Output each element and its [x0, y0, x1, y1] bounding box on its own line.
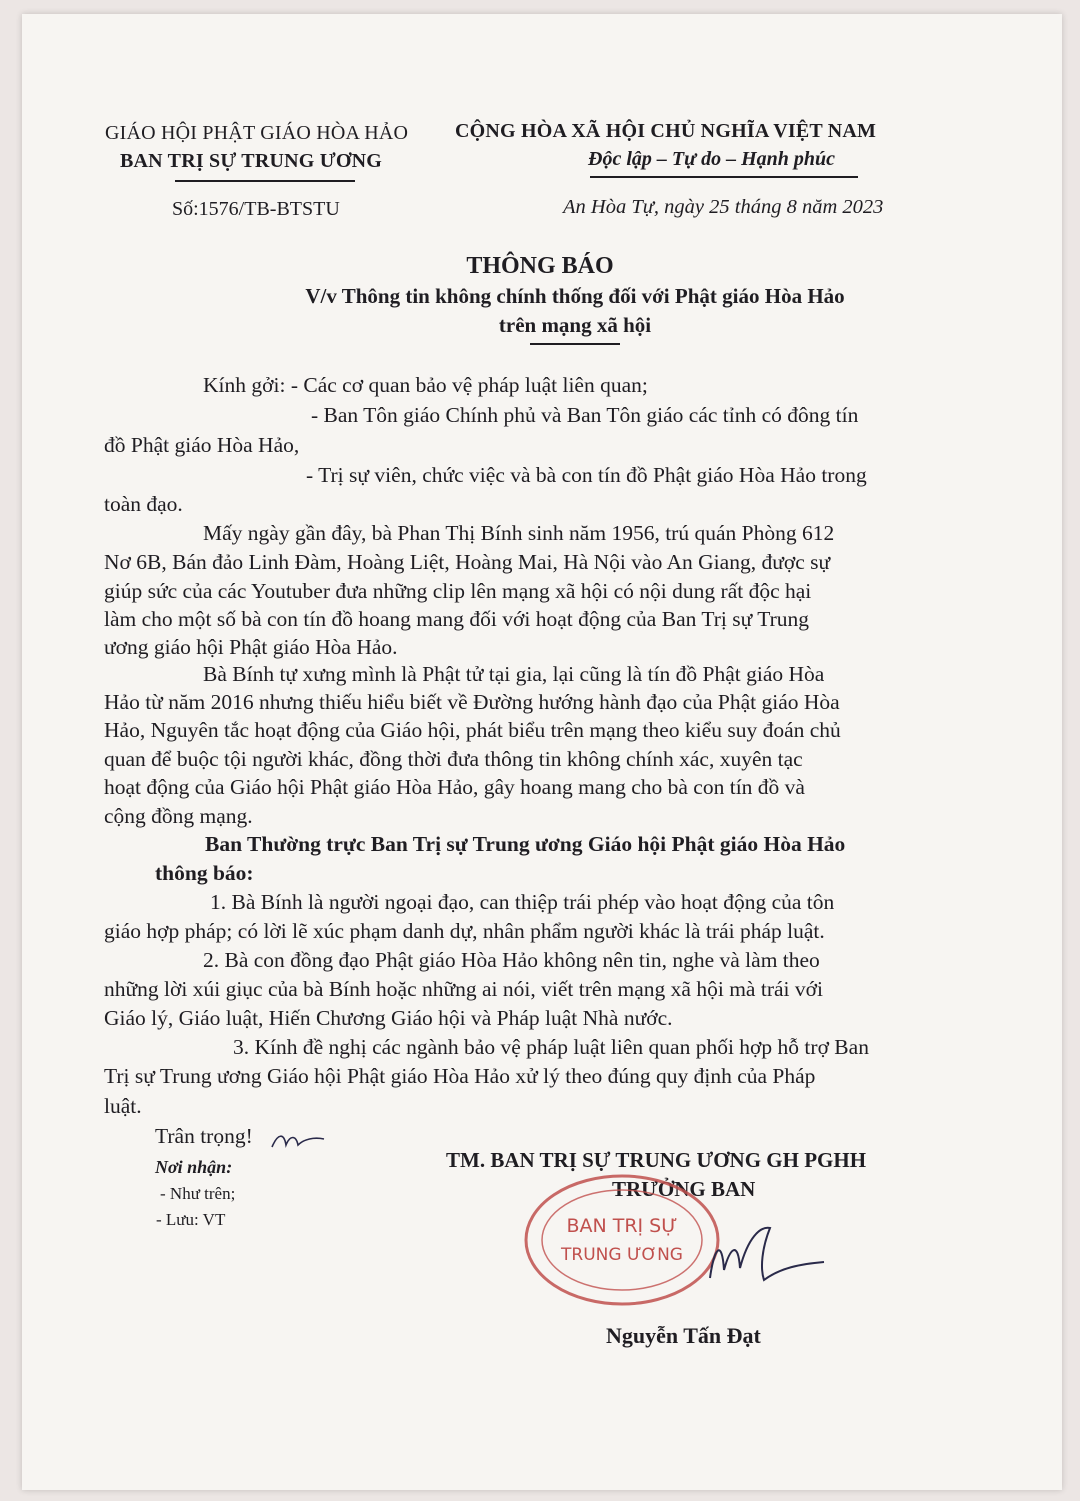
recipients-label: Nơi nhận: — [155, 1157, 233, 1177]
seal-text-line2: TRUNG ƯƠNG — [561, 1245, 683, 1265]
announcement-heading: Ban Thường trực Ban Trị sự Trung ương Giáo hội Phật giáo Hòa Hảo — [205, 832, 846, 856]
paragraph-line: giúp sức của các Youtuber đưa những clip lên mạng xã hội có nội dung rất độc hại — [104, 579, 812, 603]
seal-text-line1: BAN TRỊ SỰ — [566, 1215, 678, 1237]
paragraph-line: Hảo từ năm 2016 nhưng thiếu hiểu biết về Đường hướng hành đạo của Phật giáo Hòa — [104, 690, 840, 714]
place-date: An Hòa Tự, ngày 25 tháng 8 năm 2023 — [563, 196, 884, 218]
official-seal — [520, 1170, 725, 1310]
document-number: Số:1576/TB-BTSTU — [172, 198, 340, 220]
paragraph-line: Nơ 6B, Bán đảo Linh Đàm, Hoàng Liệt, Hoàng Mai, Hà Nội vào An Giang, được sự — [104, 550, 831, 574]
signature-role: TRƯỞNG BAN — [612, 1177, 756, 1201]
paragraph-line: Bà Bính tự xưng mình là Phật tử tại gia, lại cũng là tín đồ Phật giáo Hòa — [203, 662, 825, 686]
notice-item: Giáo lý, Giáo luật, Hiến Chương Giáo hội và Pháp luật Nhà nước. — [104, 1006, 673, 1030]
country-name: CỘNG HÒA XÃ HỘI CHỦ NGHĨA VIỆT NAM — [455, 120, 877, 142]
paragraph-line: quan để buộc tội người khác, đồng thời đưa thông tin không chính xác, xuyên tạc — [104, 747, 803, 771]
org-subname: BAN TRỊ SỰ TRUNG ƯƠNG — [120, 150, 383, 172]
recipient-line: - Ban Tôn giáo Chính phủ và Ban Tôn giáo các tỉnh có đông tín — [311, 403, 859, 427]
paragraph-line: hoạt động của Giáo hội Phật giáo Hòa Hảo, gây hoang mang cho bà con tín đồ và — [104, 775, 805, 799]
paragraph-line: Mấy ngày gần đây, bà Phan Thị Bính sinh năm 1956, trú quán Phòng 612 — [203, 521, 835, 545]
paragraph-line: ương giáo hội Phật giáo Hòa Hảo. — [104, 635, 398, 659]
document-subject: V/v Thông tin không chính thống đối với Phật giáo Hòa Hảo — [305, 284, 845, 308]
paragraph-line: Hảo, Nguyên tắc hoạt động của Giáo hội, phát biểu trên mạng theo kiểu suy đoán chủ — [104, 718, 841, 742]
initials-mark — [268, 1125, 328, 1155]
paragraph-line: làm cho một số bà con tín đồ hoang mang đối với hoạt động của Ban Trị sự Trung — [104, 607, 810, 631]
notice-item: những lời xúi giục của bà Bính hoặc những ai nói, viết trên mạng xã hội mà trái với — [104, 977, 823, 1001]
paragraph-line: cộng đồng mạng. — [104, 804, 253, 828]
recipient-line: Kính gởi: - Các cơ quan bảo vệ pháp luật liên quan; — [203, 373, 648, 397]
recipient-line: - Trị sự viên, chức việc và bà con tín đồ Phật giáo Hòa Hảo trong — [306, 463, 867, 487]
document-subject-cont: trên mạng xã hội — [498, 313, 652, 337]
notice-item: Trị sự Trung ương Giáo hội Phật giáo Hòa Hảo xử lý theo đúng quy định của Pháp — [104, 1064, 816, 1088]
notice-item: 2. Bà con đồng đạo Phật giáo Hòa Hảo không nên tin, nghe và làm theo — [203, 948, 820, 972]
org-underline — [175, 180, 355, 182]
notice-item: giáo hợp pháp; có lời lẽ xúc phạm danh dự, nhân phẩm người khác là trái pháp luật. — [104, 919, 825, 943]
recipient-line: đồ Phật giáo Hòa Hảo, — [104, 433, 300, 457]
announcement-heading-cont: thông báo: — [155, 861, 254, 885]
national-motto: Độc lập – Tự do – Hạnh phúc — [588, 148, 836, 170]
recipient-line: toàn đạo. — [104, 492, 183, 516]
org-name: GIÁO HỘI PHẬT GIÁO HÒA HẢO — [105, 122, 409, 144]
closing-salutation: Trân trọng! — [155, 1124, 253, 1148]
title-underline — [530, 343, 620, 345]
handwritten-signature — [700, 1208, 830, 1298]
notice-item: luật. — [104, 1094, 142, 1118]
signatory-name: Nguyễn Tấn Đạt — [606, 1323, 761, 1348]
signature-org: TM. BAN TRỊ SỰ TRUNG ƯƠNG GH PGHH — [446, 1148, 867, 1172]
notice-item: 1. Bà Bính là người ngoại đạo, can thiệp trái phép vào hoạt động của tôn — [210, 890, 835, 914]
notice-item: 3. Kính đề nghị các ngành bảo vệ pháp luật liên quan phối hợp hỗ trợ Ban — [233, 1035, 869, 1059]
motto-underline — [590, 176, 858, 178]
recipients-item: - Như trên; — [160, 1184, 236, 1203]
recipients-item: - Lưu: VT — [156, 1210, 226, 1229]
document-title: THÔNG BÁO — [466, 253, 614, 279]
